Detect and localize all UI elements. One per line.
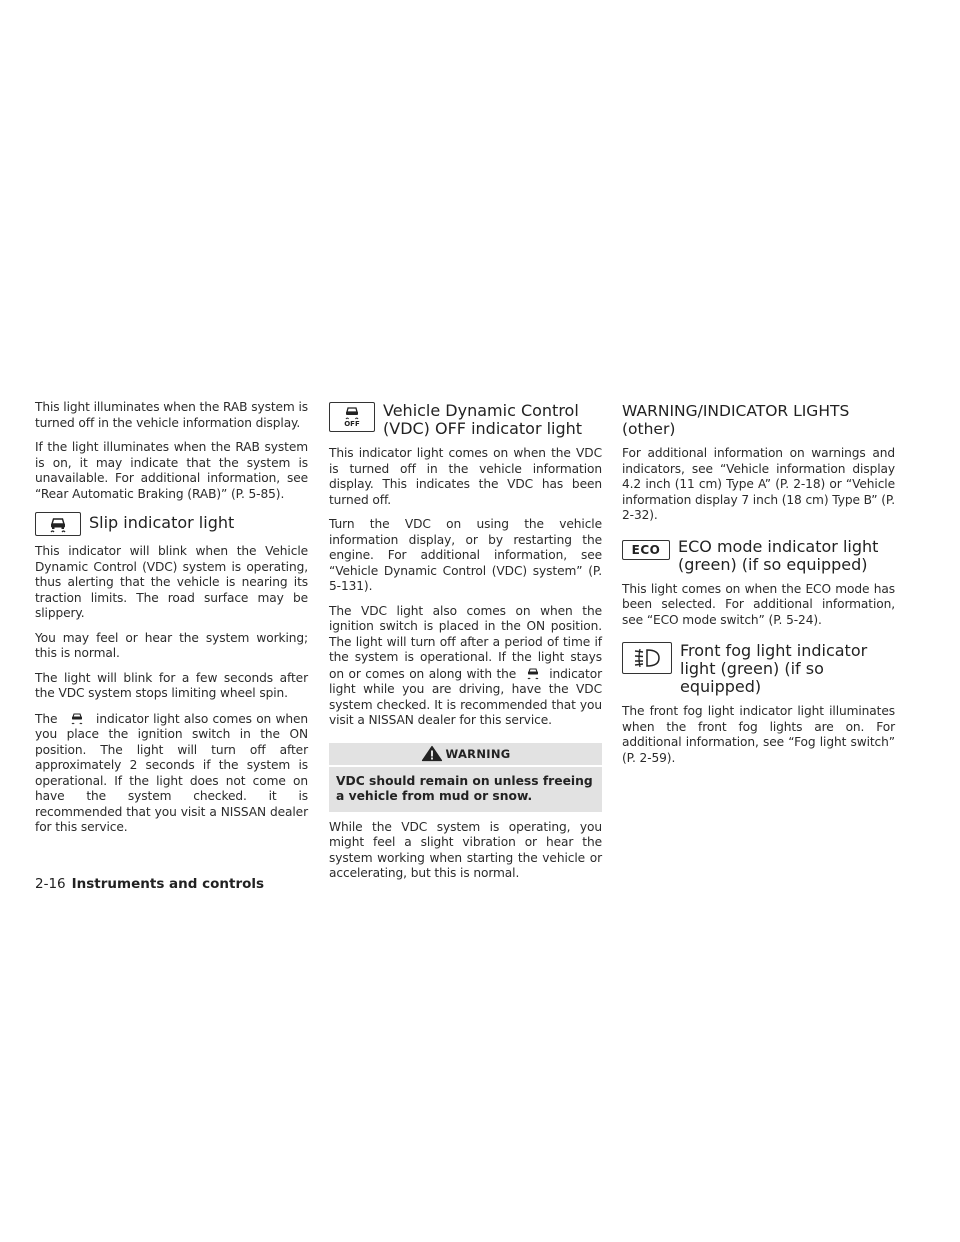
warning-triangle-icon [421,745,443,762]
vdc-off-icon [329,402,375,432]
vdc-paragraph-2: Turn the VDC on using the vehicle information display, or by restarting the engine. For additional information, see “Vehicle Dynamic Control (VDC) system” (P. 5-131). [329,517,602,593]
fog-indicator-heading [622,642,895,696]
slip-indicator-heading [35,512,308,536]
fog-title-line-2: light (green) (if so [680,659,824,678]
warning-text: VDC should remain on unless freeing a vehicle from mud or snow. [329,767,602,812]
rab-paragraph-2: If the light illuminates when the RAB system is on, it may indicate that the system is unavailable. For additional information, see “Rear Automatic Braking (RAB)” (P. 5-85). [35,440,308,501]
slip-indicator-title: Slip indicator light [89,513,235,532]
eco-indicator-title [678,538,878,574]
slip-paragraph-1: This indicator will blink when the Vehicle Dynamic Control (VDC) system is operating, thus alerting that the vehicle is nearing its traction limits. The road surface may be slippery. [35,544,308,620]
slip-paragraph-4-end: indicator light also comes on when you place the ignition switch in the ON position. The light will turn off after approximately 2 seconds if the system is operational. If the light does not come on have the system checked. it is recommended that you visit a NISSAN dealer for this service. [35,711,309,834]
fog-paragraph: The front fog light indicator light illuminates when the front fog lights are on. For additional information, see “Fog light switch” (P. 2-59). [622,704,895,765]
eco-indicator-icon [622,540,670,560]
eco-title-line-1: ECO mode indicator light [678,536,879,556]
warning-header [329,743,602,765]
section-title-line-1: WARNING/INDICATOR LIGHTS [622,402,850,420]
warnings-paragraph: For additional information on warnings and indicators, see “Vehicle information display 4.2 inch (11 cm) Type A” (P. 2-18) or “Vehicle information display 7 inch (18 cm) Type B” (P. 2-32). [622,446,895,522]
slip-inline-icon [521,666,545,680]
vdc-paragraph-3-start: The VDC light also comes on when the ignition switch is placed in the ON position. The light will turn off after a period of time if the system is operational. If the light stays on or comes on along with the [329,603,602,681]
rab-paragraph-1: This light illuminates when the RAB system is turned off in the vehicle information display. [35,400,308,430]
fog-light-icon [622,642,672,674]
chapter-title: Instruments and controls [71,876,265,892]
fog-title-line-1: Front fog light indicator [680,641,868,660]
eco-indicator-heading [622,538,895,574]
fog-indicator-title [680,642,867,696]
fog-title-line-3: equipped) [680,677,762,696]
section-title-line-2: (other) [622,420,676,438]
vdc-off-icon-label: OFF [344,420,360,428]
vdc-off-title-line-1: Vehicle Dynamic Control [383,401,579,420]
vdc-paragraph-1: This indicator light comes on when the VDC is turned off in the vehicle information display. This indicates the VDC has been turned off. [329,446,602,507]
vdc-off-heading [329,402,602,438]
section-title [622,402,895,438]
slip-indicator-icon [35,512,81,536]
slip-paragraph-2: You may feel or hear the system working; this is normal. [35,630,308,660]
slip-paragraph-3: The light will blink for a few seconds after the VDC system stops limiting wheel spin. [35,670,308,700]
slip-paragraph-4 [35,711,308,836]
warning-label: WARNING [445,746,511,761]
eco-paragraph: This light comes on when the ECO mode has been selected. For additional information, see “ECO mode switch” (P. 5-24). [622,581,895,627]
slip-paragraph-4-start: The [35,711,58,726]
eco-icon-label: ECO [631,542,661,557]
vdc-off-title-line-2: (VDC) OFF indicator light [383,419,583,438]
column-2 [329,400,602,891]
column-1 [35,400,308,845]
eco-title-line-2: (green) (if so equipped) [678,554,868,574]
slip-inline-icon [62,711,92,725]
column-3 [622,400,895,775]
vdc-paragraph-4: While the VDC system is operating, you might feel a slight vibration or hear the system working when starting the vehicle or accelerating, but this is normal. [329,819,602,880]
vdc-off-title [383,402,582,438]
page-number: 2-16 [35,876,66,892]
page-footer [35,876,264,892]
vdc-paragraph-3 [329,604,602,729]
vdc-paragraph-3-end: indicator light while you are driving, have the VDC system checked. It is recommended that you visit a NISSAN dealer for this service. [329,666,602,727]
